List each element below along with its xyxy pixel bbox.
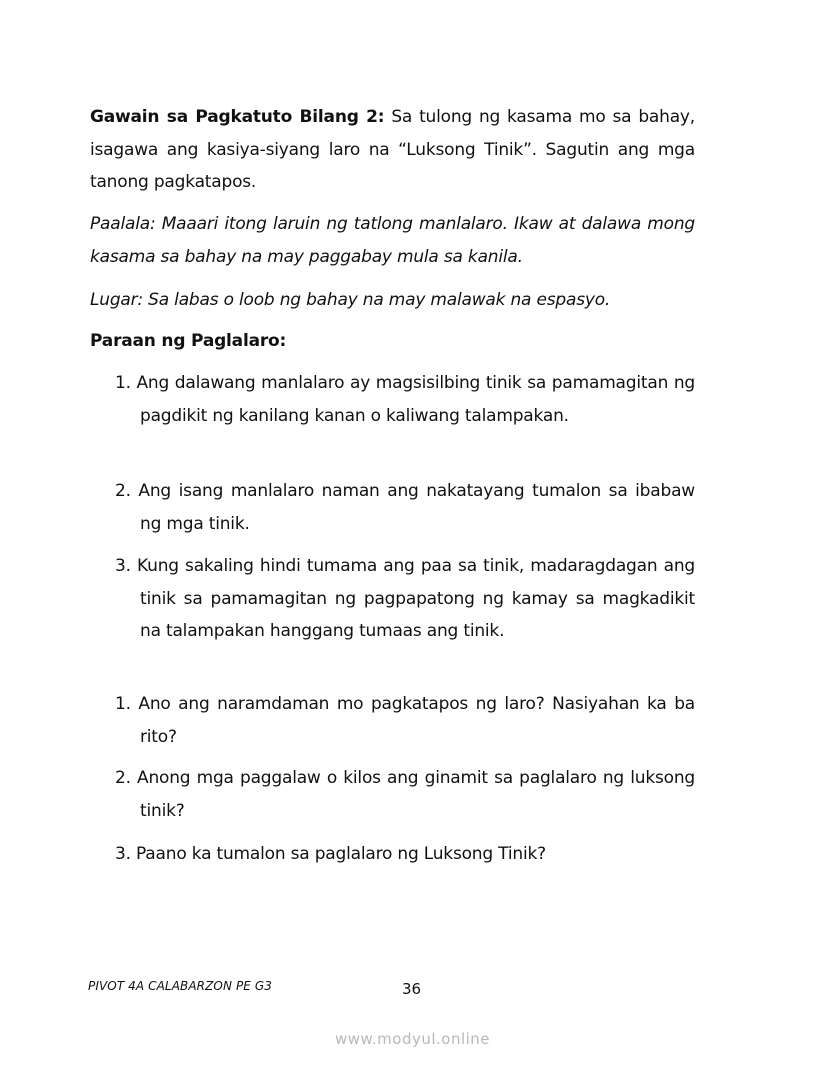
activity-title: Gawain sa Pagkatuto Bilang 2: xyxy=(90,107,385,127)
page-number: 36 xyxy=(402,980,422,998)
question-item: 2. Anong mga paggalaw o kilos ang ginamit sa paglalaro ng luksong tinik? xyxy=(115,768,695,821)
watermark-text: www.modyul.online xyxy=(334,1030,491,1048)
reminder-text: Paalala: Maaari itong laruin ng tatlong manlalaro. Ikaw at dalawa mong kasama sa bahay na may paggabay mula sa kanila. xyxy=(90,214,695,267)
procedure-heading: Paraan ng Paglalaro: xyxy=(90,331,287,351)
footer-source: PIVOT 4A CALABARZON PE G3 xyxy=(88,979,273,993)
question-item: 3. Paano ka tumalon sa paglalaro ng Luksong Tinik? xyxy=(115,844,546,864)
activity-paragraph xyxy=(90,101,695,199)
procedure-step: 3. Kung sakaling hindi tumama ang paa sa tinik, madaragdagan ang tinik sa pamamagitan ng pagpapatong ng kamay sa magkadikit na talampakan hanggang tumaas ang tinik. xyxy=(115,556,695,641)
procedure-step: 2. Ang isang manlalaro naman ang nakatayang tumalon sa ibabaw ng mga tinik. xyxy=(115,481,695,534)
location-text: Lugar: Sa labas o loob ng bahay na may malawak na espasyo. xyxy=(90,290,611,310)
question-item: 1. Ano ang naramdaman mo pagkatapos ng laro? Nasiyahan ka ba rito? xyxy=(115,694,695,747)
procedure-step: 1. Ang dalawang manlalaro ay magsisilbing tinik sa pamamagitan ng pagdikit ng kanilang kanan o kaliwang talampakan. xyxy=(115,373,695,426)
activity-instructions: Sa tulong ng kasama mo sa bahay, isagawa ang kasiya-siyang laro na “Luksong Tinik”. Sagutin ang mga tanong pagkatapos. xyxy=(90,107,695,192)
